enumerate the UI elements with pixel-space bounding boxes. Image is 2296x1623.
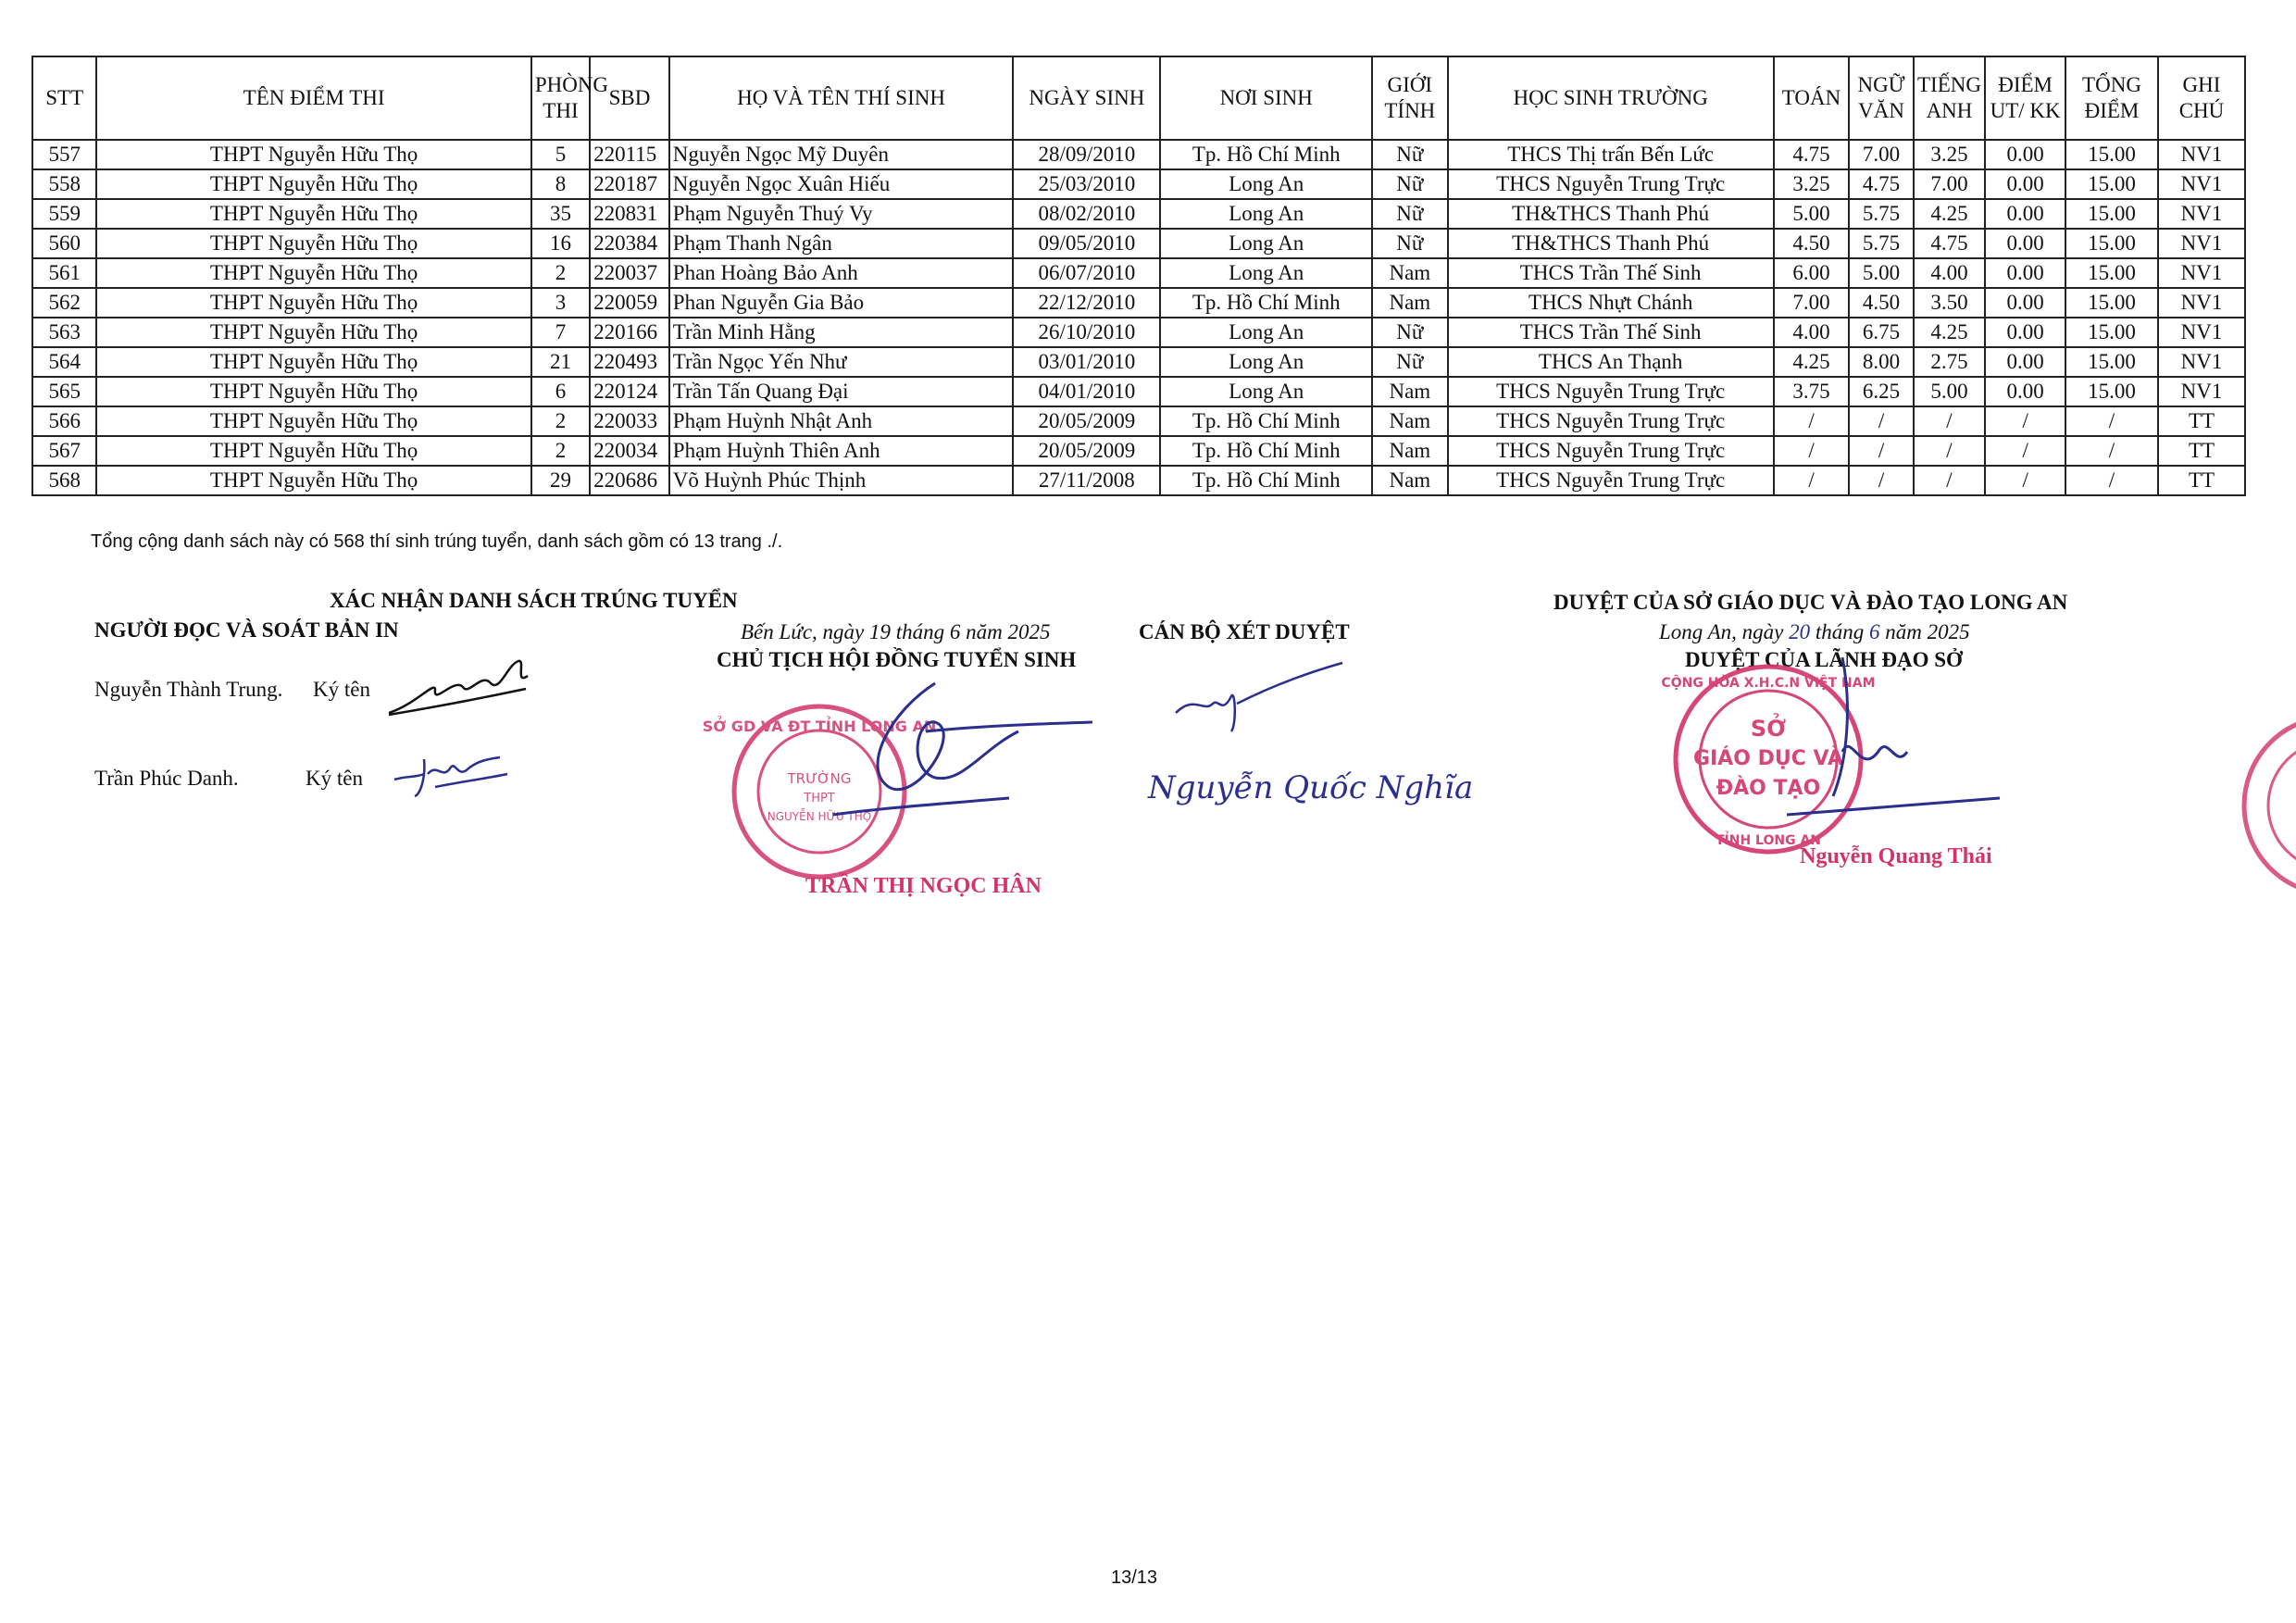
table-cell: Nam (1372, 436, 1448, 466)
table-cell: 0.00 (1985, 318, 2065, 347)
table-cell: THPT Nguyễn Hữu Thọ (96, 406, 530, 436)
table-cell: 0.00 (1985, 169, 2065, 199)
council-name: TRẦN THỊ NGỌC HÂN (805, 874, 1042, 898)
table-cell: TT (2158, 466, 2245, 495)
table-cell: THCS Nguyễn Trung Trực (1448, 436, 1774, 466)
department-name: Nguyễn Quang Thái (1800, 844, 1992, 868)
table-cell: 5.00 (1849, 258, 1913, 288)
table-cell: 25/03/2010 (1013, 169, 1160, 199)
table-cell: / (1985, 466, 2065, 495)
table-cell: 220124 (590, 377, 669, 406)
table-cell: 4.00 (1774, 318, 1850, 347)
table-cell: 35 (531, 199, 590, 229)
table-cell: Nữ (1372, 347, 1448, 377)
signature-nguyen-thanh-trung (389, 661, 528, 715)
table-cell: 563 (32, 318, 96, 347)
table-cell: 15.00 (2065, 318, 2158, 347)
page-number: 13/13 (1111, 1567, 1158, 1588)
table-cell: 15.00 (2065, 140, 2158, 169)
table-cell: 4.25 (1914, 199, 1986, 229)
column-header: TIẾNG ANH (1914, 56, 1986, 140)
signature-tran-thi-ngoc-han (833, 683, 1092, 815)
svg-text:TRƯỜNG: TRƯỜNG (787, 770, 852, 787)
table-cell: 6.25 (1849, 377, 1913, 406)
table-cell: 4.25 (1914, 318, 1986, 347)
department-subtitle: DUYỆT CỦA LÃNH ĐẠO SỞ (1685, 648, 1963, 671)
svg-text:SỞ: SỞ (1750, 716, 1787, 742)
table-cell: Nữ (1372, 169, 1448, 199)
table-cell: Nam (1372, 288, 1448, 318)
table-cell: 3.50 (1914, 288, 1986, 318)
table-cell: Long An (1160, 347, 1372, 377)
table-cell: 562 (32, 288, 96, 318)
table-cell: 15.00 (2065, 347, 2158, 377)
table-cell: THCS Trần Thế Sinh (1448, 318, 1774, 347)
table-cell: Trần Ngọc Yến Như (669, 347, 1013, 377)
table-cell: 0.00 (1985, 258, 2065, 288)
column-header: GIỚI TÍNH (1372, 56, 1448, 140)
column-header: STT (32, 56, 96, 140)
table-cell: / (1985, 406, 2065, 436)
table-cell: 566 (32, 406, 96, 436)
table-cell: Trần Minh Hằng (669, 318, 1013, 347)
column-header: SBD (590, 56, 669, 140)
table-cell: 7.00 (1849, 140, 1913, 169)
table-cell: 29 (531, 466, 590, 495)
table-cell: Nữ (1372, 318, 1448, 347)
table-cell: / (1774, 436, 1850, 466)
table-cell: NV1 (2158, 377, 2245, 406)
partial-seal-right-edge (2244, 717, 2296, 894)
summary-text: Tổng cộng danh sách này có 568 thí sinh trúng tuyển, danh sách gồm có 13 trang ./. (91, 531, 783, 552)
table-cell: / (1985, 436, 2065, 466)
person2-name: Trần Phúc Danh. (94, 767, 239, 790)
table-cell: 0.00 (1985, 288, 2065, 318)
table-cell: / (1914, 406, 1986, 436)
person2-sign-label: Ký tên (306, 767, 363, 790)
table-cell: 558 (32, 169, 96, 199)
table-cell: 4.00 (1914, 258, 1986, 288)
table-cell: Phạm Thanh Ngân (669, 229, 1013, 258)
table-cell: NV1 (2158, 229, 2245, 258)
column-header: HỌC SINH TRƯỜNG (1448, 56, 1774, 140)
table-cell: 08/02/2010 (1013, 199, 1160, 229)
table-cell: THPT Nguyễn Hữu Thọ (96, 229, 530, 258)
table-cell: 15.00 (2065, 169, 2158, 199)
table-cell: 220034 (590, 436, 669, 466)
signature-tran-phuc-danh (394, 757, 507, 796)
table-cell: Tp. Hồ Chí Minh (1160, 466, 1372, 495)
table-cell: 220831 (590, 199, 669, 229)
table-cell: 0.00 (1985, 347, 2065, 377)
reviewer-title: CÁN BỘ XÉT DUYỆT (1139, 620, 1350, 643)
table-cell: 5.00 (1774, 199, 1850, 229)
table-cell: NV1 (2158, 140, 2245, 169)
table-cell: 4.50 (1774, 229, 1850, 258)
table-cell: Nữ (1372, 199, 1448, 229)
table-cell: 3.75 (1774, 377, 1850, 406)
table-cell: 20/05/2009 (1013, 406, 1160, 436)
table-cell: 220187 (590, 169, 669, 199)
table-cell: 220493 (590, 347, 669, 377)
table-cell: 22/12/2010 (1013, 288, 1160, 318)
table-cell: 220686 (590, 466, 669, 495)
column-header: TÊN ĐIỂM THI (96, 56, 530, 140)
table-cell: 3.25 (1774, 169, 1850, 199)
table-cell: NV1 (2158, 318, 2245, 347)
table-cell: 16 (531, 229, 590, 258)
table-cell: NV1 (2158, 347, 2245, 377)
department-title: DUYỆT CỦA SỞ GIÁO DỤC VÀ ĐÀO TẠO LONG AN (1554, 591, 2068, 614)
table-cell: Long An (1160, 377, 1372, 406)
table-cell: 09/05/2010 (1013, 229, 1160, 258)
table-cell: 567 (32, 436, 96, 466)
table-cell: 20/05/2009 (1013, 436, 1160, 466)
table-cell: THCS Nguyễn Trung Trực (1448, 466, 1774, 495)
table-cell: 220384 (590, 229, 669, 258)
table-cell: Nguyễn Ngọc Mỹ Duyên (669, 140, 1013, 169)
table-cell: 8 (531, 169, 590, 199)
table-cell: Trần Tấn Quang Đại (669, 377, 1013, 406)
table-cell: / (1849, 466, 1913, 495)
person1-name: Nguyễn Thành Trung. (94, 678, 283, 701)
table-cell: 220037 (590, 258, 669, 288)
svg-text:CỘNG HÒA X.H.C.N VIỆT NAM: CỘNG HÒA X.H.C.N VIỆT NAM (1661, 676, 1876, 691)
table-cell: 06/07/2010 (1013, 258, 1160, 288)
table-cell: 4.50 (1849, 288, 1913, 318)
table-cell: 4.75 (1914, 229, 1986, 258)
table-cell: NV1 (2158, 169, 2245, 199)
table-cell: TH&THCS Thanh Phú (1448, 229, 1774, 258)
table-cell: 4.75 (1774, 140, 1850, 169)
table-cell: Phạm Huỳnh Thiên Anh (669, 436, 1013, 466)
table-cell: 559 (32, 199, 96, 229)
svg-text:ĐÀO TẠO: ĐÀO TẠO (1716, 777, 1821, 800)
table-cell: THCS Nguyễn Trung Trực (1448, 377, 1774, 406)
table-cell: TT (2158, 406, 2245, 436)
table-cell: 15.00 (2065, 229, 2158, 258)
signature-reviewer-name: Nguyễn Quốc Nghĩa (1148, 769, 1474, 806)
table-cell: THCS Trần Thế Sinh (1448, 258, 1774, 288)
table-cell: THPT Nguyễn Hữu Thọ (96, 169, 530, 199)
table-cell: Phan Nguyễn Gia Bảo (669, 288, 1013, 318)
table-cell: 561 (32, 258, 96, 288)
table-cell: 28/09/2010 (1013, 140, 1160, 169)
table-cell: / (1849, 436, 1913, 466)
table-cell: / (1914, 466, 1986, 495)
column-header: PHÒNG THI (531, 56, 590, 140)
svg-text:SỞ GD VÀ ĐT TỈNH LONG AN: SỞ GD VÀ ĐT TỈNH LONG AN (702, 718, 937, 735)
table-cell: / (2065, 466, 2158, 495)
table-cell: 5.00 (1914, 377, 1986, 406)
table-cell: 220115 (590, 140, 669, 169)
table-cell: Võ Huỳnh Phúc Thịnh (669, 466, 1013, 495)
svg-text:THPT: THPT (804, 792, 835, 805)
table-cell: / (1914, 436, 1986, 466)
council-title: CHỦ TỊCH HỘI ĐỒNG TUYỂN SINH (717, 648, 1077, 671)
table-cell: 0.00 (1985, 377, 2065, 406)
table-cell: THCS Nhựt Chánh (1448, 288, 1774, 318)
table-cell: THPT Nguyễn Hữu Thọ (96, 466, 530, 495)
table-cell: Tp. Hồ Chí Minh (1160, 436, 1372, 466)
table-cell: Nam (1372, 258, 1448, 288)
column-header: ĐIỂM UT/ KK (1985, 56, 2065, 140)
table-cell: 2 (531, 258, 590, 288)
table-cell: 15.00 (2065, 377, 2158, 406)
table-cell: THPT Nguyễn Hữu Thọ (96, 347, 530, 377)
table-cell: THCS Nguyễn Trung Trực (1448, 169, 1774, 199)
table-cell: 564 (32, 347, 96, 377)
table-cell: 4.25 (1774, 347, 1850, 377)
table-cell: NV1 (2158, 288, 2245, 318)
signature-reviewer-mark (1176, 663, 1342, 731)
table-cell: TH&THCS Thanh Phú (1448, 199, 1774, 229)
table-cell: 2 (531, 406, 590, 436)
table-cell: Tp. Hồ Chí Minh (1160, 140, 1372, 169)
table-cell: 7.00 (1914, 169, 1986, 199)
table-cell: / (1774, 406, 1850, 436)
table-cell: Nguyễn Ngọc Xuân Hiếu (669, 169, 1013, 199)
table-cell: THCS An Thạnh (1448, 347, 1774, 377)
table-cell: 565 (32, 377, 96, 406)
table-cell: / (1774, 466, 1850, 495)
column-header: NGÀY SINH (1013, 56, 1160, 140)
table-cell: 15.00 (2065, 199, 2158, 229)
table-cell: 7 (531, 318, 590, 347)
table-cell: Phạm Huỳnh Nhật Anh (669, 406, 1013, 436)
table-cell: 3 (531, 288, 590, 318)
table-cell: 6.00 (1774, 258, 1850, 288)
table-cell: Long An (1160, 199, 1372, 229)
council-date: Bến Lức, ngày 19 tháng 6 năm 2025 (741, 620, 1051, 643)
table-cell: 6 (531, 377, 590, 406)
table-cell: Phạm Nguyễn Thuý Vy (669, 199, 1013, 229)
table-cell: 8.00 (1849, 347, 1913, 377)
table-cell: THPT Nguyễn Hữu Thọ (96, 199, 530, 229)
table-cell: Nam (1372, 466, 1448, 495)
table-cell: THPT Nguyễn Hữu Thọ (96, 377, 530, 406)
table-cell: 0.00 (1985, 140, 2065, 169)
table-cell: Long An (1160, 318, 1372, 347)
table-cell: Phan Hoàng Bảo Anh (669, 258, 1013, 288)
table-cell: NV1 (2158, 258, 2245, 288)
table-cell: 568 (32, 466, 96, 495)
column-header: HỌ VÀ TÊN THÍ SINH (669, 56, 1013, 140)
table-cell: 27/11/2008 (1013, 466, 1160, 495)
column-header: TỔNG ĐIỂM (2065, 56, 2158, 140)
table-cell: 0.00 (1985, 199, 2065, 229)
table-cell: THPT Nguyễn Hữu Thọ (96, 436, 530, 466)
table-cell: Nam (1372, 377, 1448, 406)
council-seal (703, 706, 937, 877)
table-cell: 15.00 (2065, 258, 2158, 288)
table-cell: THCS Nguyễn Trung Trực (1448, 406, 1774, 436)
column-header: TOÁN (1774, 56, 1850, 140)
table-cell: NV1 (2158, 199, 2245, 229)
table-cell: THPT Nguyễn Hữu Thọ (96, 140, 530, 169)
table-cell: THPT Nguyễn Hữu Thọ (96, 258, 530, 288)
table-cell: TT (2158, 436, 2245, 466)
table-cell: 3.25 (1914, 140, 1986, 169)
table-cell: Long An (1160, 258, 1372, 288)
table-cell: Long An (1160, 229, 1372, 258)
table-cell: 560 (32, 229, 96, 258)
table-cell: 5.75 (1849, 229, 1913, 258)
table-cell: 7.00 (1774, 288, 1850, 318)
table-cell: / (2065, 406, 2158, 436)
table-cell: 04/01/2010 (1013, 377, 1160, 406)
table-cell: 15.00 (2065, 288, 2158, 318)
column-header: GHI CHÚ (2158, 56, 2245, 140)
department-date: Long An, ngày 20 tháng 6 năm 2025 (1659, 620, 1970, 643)
table-cell: THPT Nguyễn Hữu Thọ (96, 288, 530, 318)
table-cell: 5 (531, 140, 590, 169)
table-cell: / (1849, 406, 1913, 436)
person1-sign-label: Ký tên (313, 678, 370, 701)
table-cell: Tp. Hồ Chí Minh (1160, 406, 1372, 436)
column-header: NGỮ VĂN (1849, 56, 1913, 140)
table-cell: 220033 (590, 406, 669, 436)
table-cell: 557 (32, 140, 96, 169)
table-cell: Nữ (1372, 140, 1448, 169)
table-cell: 21 (531, 347, 590, 377)
column-header: NƠI SINH (1160, 56, 1372, 140)
table-cell: Tp. Hồ Chí Minh (1160, 288, 1372, 318)
table-cell: THCS Thị trấn Bến Lức (1448, 140, 1774, 169)
svg-text:NGUYỄN HỮU THỌ: NGUYỄN HỮU THỌ (767, 810, 872, 823)
table-cell: THPT Nguyễn Hữu Thọ (96, 318, 530, 347)
table-cell: 26/10/2010 (1013, 318, 1160, 347)
table-cell: 4.75 (1849, 169, 1913, 199)
table-cell: 2.75 (1914, 347, 1986, 377)
table-cell: 5.75 (1849, 199, 1913, 229)
svg-text:GIÁO DỤC VÀ: GIÁO DỤC VÀ (1692, 747, 1844, 770)
table-cell: 03/01/2010 (1013, 347, 1160, 377)
table-cell: / (2065, 436, 2158, 466)
svg-text:TỈNH LONG AN: TỈNH LONG AN (1715, 833, 1822, 848)
confirm-title: XÁC NHẬN DANH SÁCH TRÚNG TUYỂN (330, 589, 738, 612)
table-cell: Nam (1372, 406, 1448, 436)
table-cell: 0.00 (1985, 229, 2065, 258)
confirm-subtitle: NGƯỜI ĐỌC VÀ SOÁT BẢN IN (94, 618, 399, 642)
table-cell: Nữ (1372, 229, 1448, 258)
table-cell: 6.75 (1849, 318, 1913, 347)
table-cell: 220059 (590, 288, 669, 318)
table-cell: Long An (1160, 169, 1372, 199)
table-cell: 220166 (590, 318, 669, 347)
table-cell: 2 (531, 436, 590, 466)
